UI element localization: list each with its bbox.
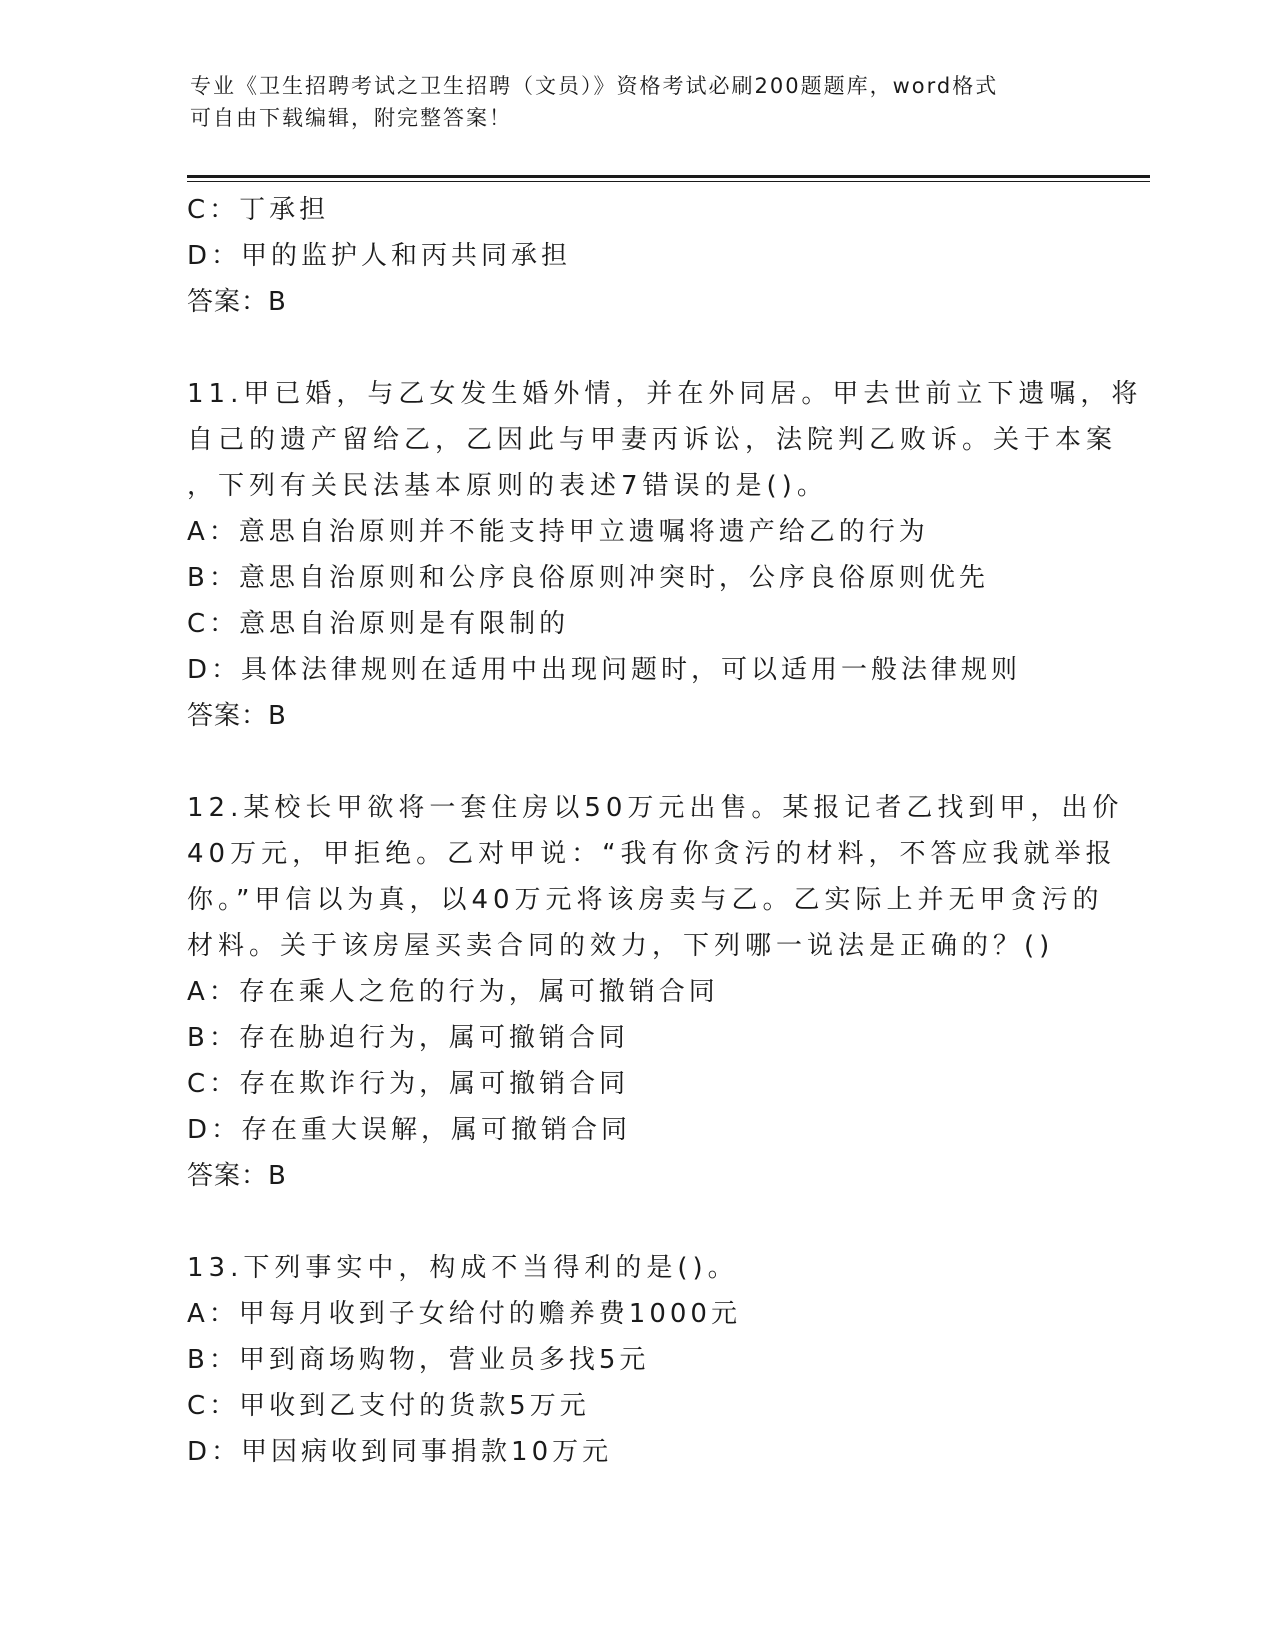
option-b: B：存在胁迫行为，属可撤销合同 [187,1023,629,1053]
header-divider-thin [187,181,1150,182]
question-12 [187,785,1124,1199]
option-a: A：意思自治原则并不能支持甲立遗嘱将遗产给乙的行为 [187,517,929,547]
question-text-line: 11.甲已婚，与乙女发生婚外情，并在外同居。甲去世前立下遗嘱，将 [187,379,1143,409]
option-c: C：甲收到乙支付的货款5万元 [187,1391,590,1421]
question-text-line: 材料。关于该房屋买卖合同的效力，下列哪一说法是正确的？() [187,931,1055,961]
option-d: D：存在重大误解，属可撤销合同 [187,1115,632,1145]
header-line-1: 专业《卫生招聘考试之卫生招聘（文员）》资格考试必刷200题题库，word格式 [190,74,999,98]
option-d: D：甲的监护人和丙共同承担 [187,241,572,271]
option-c: C：存在欺诈行为，属可撤销合同 [187,1069,630,1099]
question-text-line: 12.某校长甲欲将一套住房以50万元出售。某报记者乙找到甲，出价 [187,793,1124,823]
question-11 [187,371,1143,739]
spacer [187,325,1087,371]
document-header [190,70,1090,134]
question-13 [187,1245,1087,1475]
option-d: D：具体法律规则在适用中出现问题时，可以适用一般法律规则 [187,655,1022,685]
partial-question [187,187,1087,325]
answer-line: 答案：B [187,701,287,731]
document-body [187,187,1143,1475]
option-a: A：甲每月收到子女给付的赡养费1000元 [187,1299,741,1329]
header-divider-thick [187,175,1150,178]
question-text-line: 40万元，甲拒绝。乙对甲说：“我有你贪污的材料，不答应我就举报 [187,839,1117,869]
spacer [187,739,1087,785]
option-c: C：意思自治原则是有限制的 [187,609,570,639]
question-text-line: 自己的遗产留给乙，乙因此与甲妻丙诉讼，法院判乙败诉。关于本案 [187,425,1118,455]
option-b: B：意思自治原则和公序良俗原则冲突时，公序良俗原则优先 [187,563,989,593]
question-text-line: 你。”甲信以为真，以40万元将该房卖与乙。乙实际上并无甲贪污的 [187,885,1104,915]
spacer [187,1199,1087,1245]
option-d: D：甲因病收到同事捐款10万元 [187,1437,613,1467]
question-text-line: ，下列有关民法基本原则的表述7错误的是()。 [187,471,828,501]
answer-line: 答案：B [187,287,287,317]
question-text-line: 13.下列事实中，构成不当得利的是()。 [187,1253,739,1283]
option-c: C：丁承担 [187,195,330,225]
answer-line: 答案：B [187,1161,287,1191]
header-line-2: 可自由下载编辑，附完整答案！ [190,106,512,130]
option-a: A：存在乘人之危的行为，属可撤销合同 [187,977,719,1007]
option-b: B：甲到商场购物，营业员多找5元 [187,1345,650,1375]
